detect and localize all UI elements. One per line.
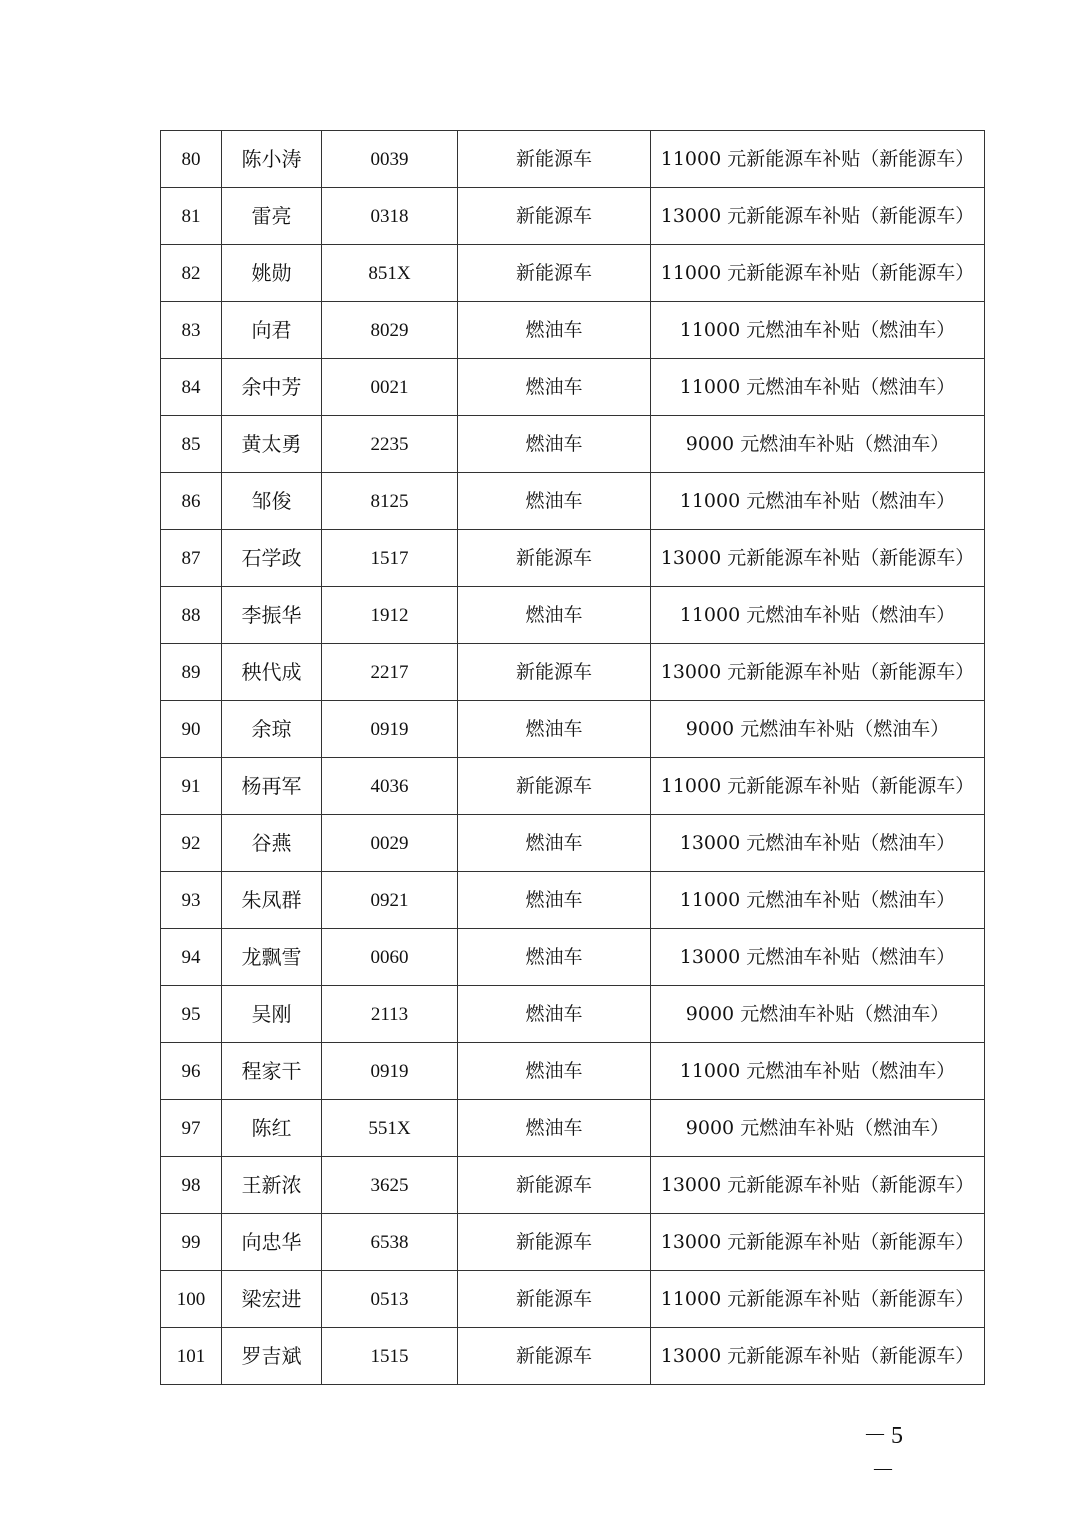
id-suffix-cell: 0919 bbox=[322, 701, 458, 758]
row-number-cell: 88 bbox=[161, 587, 222, 644]
row-number-cell: 83 bbox=[161, 302, 222, 359]
id-suffix-cell: 1517 bbox=[322, 530, 458, 587]
subsidy-cell: 11000 元新能源车补贴（新能源车） bbox=[651, 245, 985, 302]
table-row bbox=[161, 644, 985, 701]
table-row bbox=[161, 302, 985, 359]
subsidy-cell: 11000 元新能源车补贴（新能源车） bbox=[651, 131, 985, 188]
id-suffix-cell: 0318 bbox=[322, 188, 458, 245]
person-name-cell: 石学政 bbox=[222, 530, 322, 587]
row-number-cell: 84 bbox=[161, 359, 222, 416]
row-number-cell: 91 bbox=[161, 758, 222, 815]
person-name-cell: 梁宏进 bbox=[222, 1271, 322, 1328]
person-name-cell: 秧代成 bbox=[222, 644, 322, 701]
vehicle-type-cell: 新能源车 bbox=[458, 530, 651, 587]
row-number-cell: 87 bbox=[161, 530, 222, 587]
id-suffix-cell: 851X bbox=[322, 245, 458, 302]
vehicle-type-cell: 新能源车 bbox=[458, 245, 651, 302]
person-name-cell: 余中芳 bbox=[222, 359, 322, 416]
subsidy-cell: 11000 元燃油车补贴（燃油车） bbox=[651, 302, 985, 359]
subsidy-cell: 13000 元新能源车补贴（新能源车） bbox=[651, 188, 985, 245]
row-number-cell: 94 bbox=[161, 929, 222, 986]
table-row bbox=[161, 1100, 985, 1157]
table-row bbox=[161, 872, 985, 929]
subsidy-cell: 11000 元燃油车补贴（燃油车） bbox=[651, 587, 985, 644]
row-number-cell: 89 bbox=[161, 644, 222, 701]
table-row bbox=[161, 131, 985, 188]
person-name-cell: 程家干 bbox=[222, 1043, 322, 1100]
vehicle-type-cell: 燃油车 bbox=[458, 815, 651, 872]
id-suffix-cell: 0029 bbox=[322, 815, 458, 872]
id-suffix-cell: 8125 bbox=[322, 473, 458, 530]
person-name-cell: 余琼 bbox=[222, 701, 322, 758]
subsidy-cell: 9000 元燃油车补贴（燃油车） bbox=[651, 986, 985, 1043]
subsidy-table bbox=[160, 130, 985, 1385]
person-name-cell: 吴刚 bbox=[222, 986, 322, 1043]
table-body bbox=[161, 131, 985, 1385]
vehicle-type-cell: 燃油车 bbox=[458, 1100, 651, 1157]
row-number-cell: 80 bbox=[161, 131, 222, 188]
subsidy-cell: 11000 元新能源车补贴（新能源车） bbox=[651, 1271, 985, 1328]
person-name-cell: 罗吉斌 bbox=[222, 1328, 322, 1385]
table-row bbox=[161, 416, 985, 473]
table-row bbox=[161, 587, 985, 644]
person-name-cell: 龙飘雪 bbox=[222, 929, 322, 986]
person-name-cell: 陈红 bbox=[222, 1100, 322, 1157]
row-number-cell: 90 bbox=[161, 701, 222, 758]
vehicle-type-cell: 新能源车 bbox=[458, 1328, 651, 1385]
row-number-cell: 92 bbox=[161, 815, 222, 872]
id-suffix-cell: 1912 bbox=[322, 587, 458, 644]
vehicle-type-cell: 燃油车 bbox=[458, 986, 651, 1043]
vehicle-type-cell: 新能源车 bbox=[458, 758, 651, 815]
table-row bbox=[161, 1214, 985, 1271]
subsidy-cell: 9000 元燃油车补贴（燃油车） bbox=[651, 701, 985, 758]
id-suffix-cell: 0513 bbox=[322, 1271, 458, 1328]
vehicle-type-cell: 新能源车 bbox=[458, 1214, 651, 1271]
table-row bbox=[161, 986, 985, 1043]
row-number-cell: 82 bbox=[161, 245, 222, 302]
subsidy-cell: 13000 元新能源车补贴（新能源车） bbox=[651, 644, 985, 701]
table-row bbox=[161, 815, 985, 872]
subsidy-cell: 11000 元燃油车补贴（燃油车） bbox=[651, 1043, 985, 1100]
table-row bbox=[161, 473, 985, 530]
row-number-cell: 96 bbox=[161, 1043, 222, 1100]
person-name-cell: 谷燕 bbox=[222, 815, 322, 872]
subsidy-cell: 11000 元燃油车补贴（燃油车） bbox=[651, 473, 985, 530]
id-suffix-cell: 4036 bbox=[322, 758, 458, 815]
table-row bbox=[161, 188, 985, 245]
id-suffix-cell: 2235 bbox=[322, 416, 458, 473]
row-number-cell: 81 bbox=[161, 188, 222, 245]
vehicle-type-cell: 新能源车 bbox=[458, 1271, 651, 1328]
subsidy-cell: 9000 元燃油车补贴（燃油车） bbox=[651, 1100, 985, 1157]
vehicle-type-cell: 燃油车 bbox=[458, 359, 651, 416]
vehicle-type-cell: 燃油车 bbox=[458, 872, 651, 929]
row-number-cell: 101 bbox=[161, 1328, 222, 1385]
row-number-cell: 97 bbox=[161, 1100, 222, 1157]
table-row bbox=[161, 1328, 985, 1385]
id-suffix-cell: 1515 bbox=[322, 1328, 458, 1385]
table-row bbox=[161, 1271, 985, 1328]
subsidy-cell: 13000 元新能源车补贴（新能源车） bbox=[651, 530, 985, 587]
table-row bbox=[161, 245, 985, 302]
table-row bbox=[161, 701, 985, 758]
row-number-cell: 98 bbox=[161, 1157, 222, 1214]
subsidy-cell: 13000 元燃油车补贴（燃油车） bbox=[651, 929, 985, 986]
vehicle-type-cell: 燃油车 bbox=[458, 302, 651, 359]
person-name-cell: 王新浓 bbox=[222, 1157, 322, 1214]
subsidy-cell: 11000 元燃油车补贴（燃油车） bbox=[651, 359, 985, 416]
person-name-cell: 雷亮 bbox=[222, 188, 322, 245]
vehicle-type-cell: 燃油车 bbox=[458, 473, 651, 530]
vehicle-type-cell: 新能源车 bbox=[458, 1157, 651, 1214]
subsidy-cell: 13000 元燃油车补贴（燃油车） bbox=[651, 815, 985, 872]
person-name-cell: 向忠华 bbox=[222, 1214, 322, 1271]
id-suffix-cell: 8029 bbox=[322, 302, 458, 359]
id-suffix-cell: 3625 bbox=[322, 1157, 458, 1214]
table-row bbox=[161, 359, 985, 416]
subsidy-cell: 11000 元燃油车补贴（燃油车） bbox=[651, 872, 985, 929]
page-number: －5－ bbox=[863, 1423, 907, 1484]
row-number-cell: 86 bbox=[161, 473, 222, 530]
id-suffix-cell: 2217 bbox=[322, 644, 458, 701]
table-row bbox=[161, 1043, 985, 1100]
vehicle-type-cell: 新能源车 bbox=[458, 644, 651, 701]
row-number-cell: 85 bbox=[161, 416, 222, 473]
table-row bbox=[161, 758, 985, 815]
person-name-cell: 陈小涛 bbox=[222, 131, 322, 188]
person-name-cell: 杨再军 bbox=[222, 758, 322, 815]
subsidy-cell: 9000 元燃油车补贴（燃油车） bbox=[651, 416, 985, 473]
vehicle-type-cell: 燃油车 bbox=[458, 416, 651, 473]
vehicle-type-cell: 燃油车 bbox=[458, 587, 651, 644]
vehicle-type-cell: 新能源车 bbox=[458, 131, 651, 188]
vehicle-type-cell: 新能源车 bbox=[458, 188, 651, 245]
vehicle-type-cell: 燃油车 bbox=[458, 1043, 651, 1100]
id-suffix-cell: 6538 bbox=[322, 1214, 458, 1271]
person-name-cell: 姚勋 bbox=[222, 245, 322, 302]
person-name-cell: 向君 bbox=[222, 302, 322, 359]
id-suffix-cell: 0921 bbox=[322, 872, 458, 929]
id-suffix-cell: 0021 bbox=[322, 359, 458, 416]
person-name-cell: 朱凤群 bbox=[222, 872, 322, 929]
vehicle-type-cell: 燃油车 bbox=[458, 701, 651, 758]
row-number-cell: 93 bbox=[161, 872, 222, 929]
person-name-cell: 邹俊 bbox=[222, 473, 322, 530]
table-row bbox=[161, 530, 985, 587]
vehicle-type-cell: 燃油车 bbox=[458, 929, 651, 986]
id-suffix-cell: 0919 bbox=[322, 1043, 458, 1100]
table-row bbox=[161, 929, 985, 986]
row-number-cell: 99 bbox=[161, 1214, 222, 1271]
person-name-cell: 李振华 bbox=[222, 587, 322, 644]
person-name-cell: 黄太勇 bbox=[222, 416, 322, 473]
id-suffix-cell: 0039 bbox=[322, 131, 458, 188]
id-suffix-cell: 2113 bbox=[322, 986, 458, 1043]
table-row bbox=[161, 1157, 985, 1214]
id-suffix-cell: 0060 bbox=[322, 929, 458, 986]
subsidy-cell: 13000 元新能源车补贴（新能源车） bbox=[651, 1214, 985, 1271]
subsidy-cell: 11000 元新能源车补贴（新能源车） bbox=[651, 758, 985, 815]
row-number-cell: 100 bbox=[161, 1271, 222, 1328]
subsidy-cell: 13000 元新能源车补贴（新能源车） bbox=[651, 1157, 985, 1214]
row-number-cell: 95 bbox=[161, 986, 222, 1043]
id-suffix-cell: 551X bbox=[322, 1100, 458, 1157]
subsidy-cell: 13000 元新能源车补贴（新能源车） bbox=[651, 1328, 985, 1385]
